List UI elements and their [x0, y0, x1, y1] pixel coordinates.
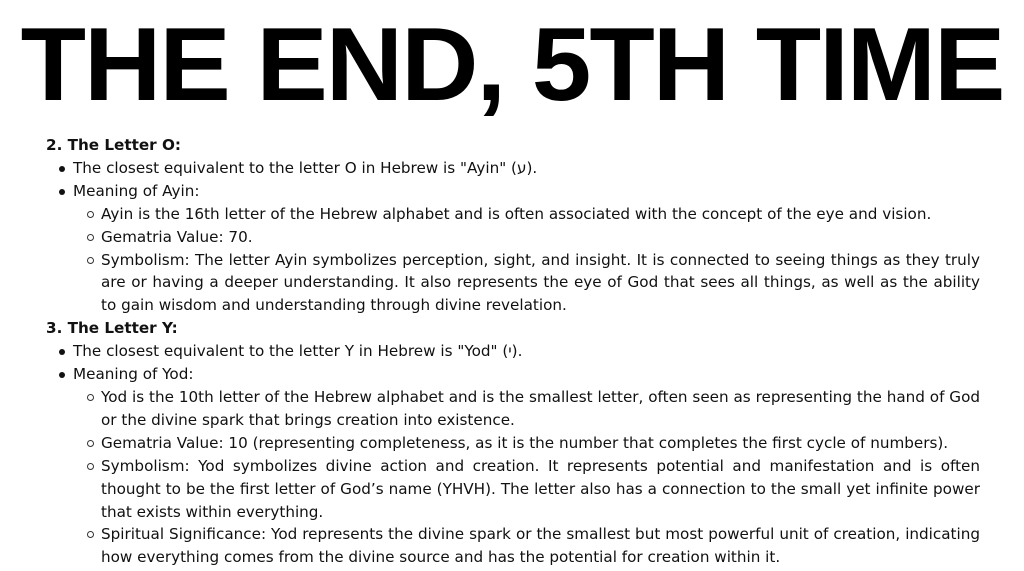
- sub-bullet-list: [73, 203, 980, 318]
- list-item-text: The closest equivalent to the letter Y in Hebrew is "Yod" (י).: [73, 342, 523, 361]
- sub-list-item: Yod is the 10th letter of the Hebrew alphabet and is the smallest letter, often seen as representing the hand of God or the divine spark that brings creation into existence.: [101, 386, 980, 432]
- list-item-text: The closest equivalent to the letter O in Hebrew is "Ayin" (ע).: [73, 158, 538, 177]
- sub-bullet-list: [73, 386, 980, 569]
- page-title: THE END, 5TH TIME: [20, 7, 1004, 123]
- list-item-text: Meaning of Ayin:: [73, 181, 200, 200]
- list-item-text: Meaning of Yod:: [73, 365, 194, 384]
- section-heading: 3. The Letter Y:: [46, 319, 178, 338]
- list-item: [73, 363, 980, 569]
- sub-list-item: Spiritual Significance: Yod represents the divine spark or the smallest but most powerful unit of creation, indicating how everything comes from the divine source and has the potential for creation within it.: [101, 523, 980, 569]
- bullet-list: [46, 157, 980, 317]
- sub-list-item: Ayin is the 16th letter of the Hebrew alphabet and is often associated with the concept of the eye and vision.: [101, 203, 980, 226]
- bullet-list: [46, 340, 980, 569]
- sub-list-item: Symbolism: The letter Ayin symbolizes perception, sight, and insight. It is connected to seeing things as they truly are or having a deeper understanding. It also represents the eye of God that sees all things, as well as the ability to gain wisdom and understanding through divine revelation.: [101, 249, 980, 318]
- list-item: [73, 340, 980, 363]
- sub-list-item: Gematria Value: 10 (representing completeness, as it is the number that completes the first cycle of numbers).: [101, 432, 980, 455]
- section-heading: 2. The Letter O:: [46, 136, 181, 154]
- list-item: [73, 180, 980, 317]
- document-body: [46, 134, 980, 569]
- section-letter-y: [46, 317, 980, 569]
- list-item: [73, 157, 980, 180]
- sub-list-item: Symbolism: Yod symbolizes divine action and creation. It represents potential and manifestation and is often thought to be the first letter of God’s name (YHVH). The letter also has a connection to the small yet infinite power that exists within everything.: [101, 455, 980, 524]
- sub-list-item: Gematria Value: 70.: [101, 226, 980, 249]
- section-letter-o: [46, 134, 980, 317]
